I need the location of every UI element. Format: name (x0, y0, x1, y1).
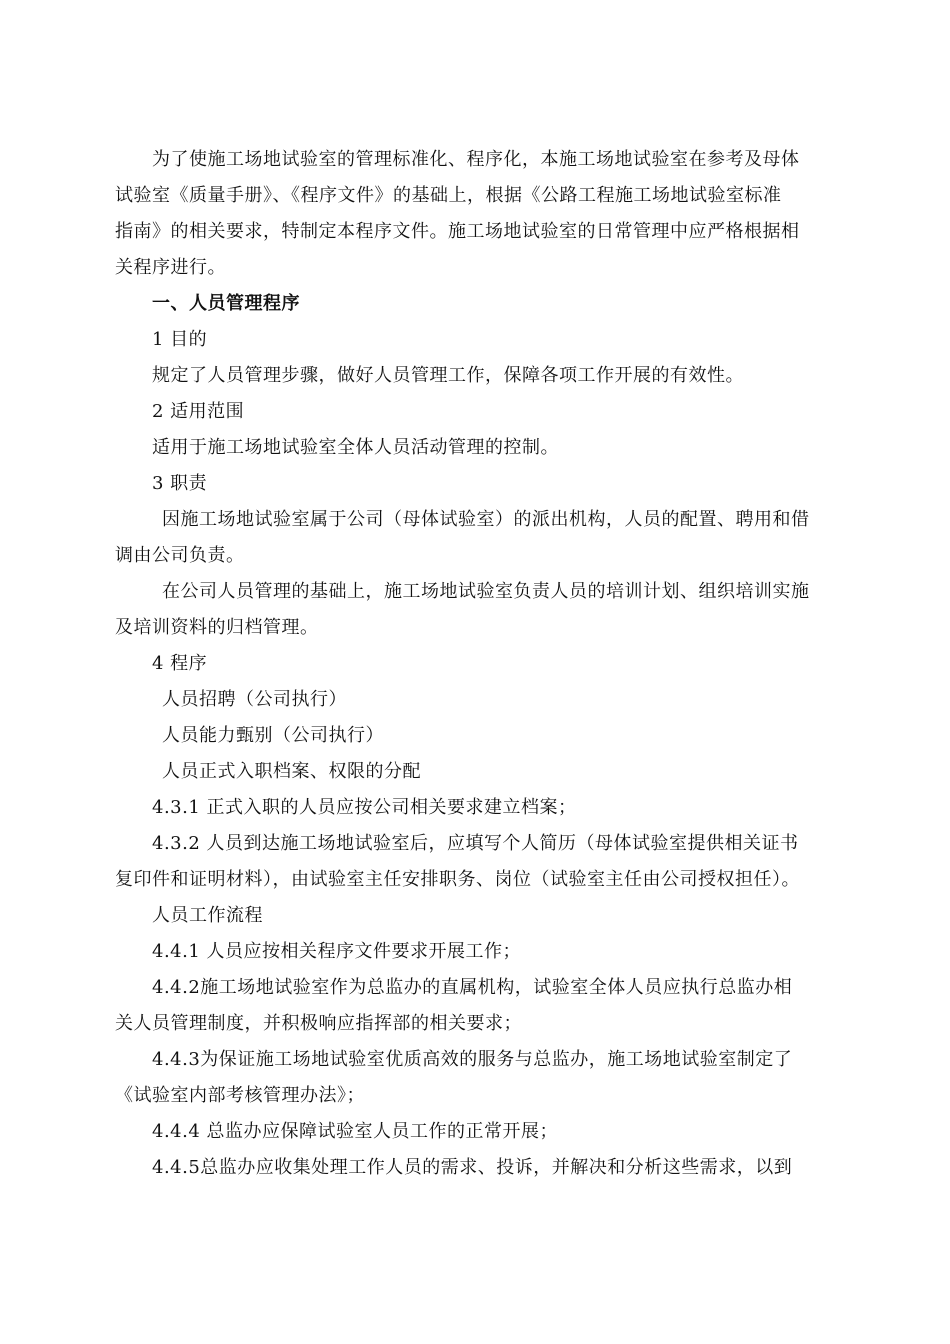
procedure-item-1: 人员招聘（公司执行） (162, 689, 347, 710)
clause-4-3-1: 4.3.1 正式入职的人员应按公司相关要求建立档案； (152, 797, 577, 818)
procedure-title: 4 程序 (152, 653, 208, 674)
purpose-title: 1 目的 (152, 329, 208, 350)
clause-4-4-2-line-2: 关人员管理制度，并积极响应指挥部的相关要求； (115, 1013, 522, 1034)
clause-4-4-3-line-1: 4.4.3为保证施工场地试验室优质高效的服务与总监办，施工场地试验室制定了 (152, 1049, 793, 1070)
duty-paragraph-2-line-1: 在公司人员管理的基础上，施工场地试验室负责人员的培训计划、组织培训实施 (162, 581, 810, 602)
duty-paragraph-1-line-1: 因施工场地试验室属于公司（母体试验室）的派出机构，人员的配置、聘用和借 (162, 509, 810, 530)
procedure-item-3: 人员正式入职档案、权限的分配 (162, 761, 421, 782)
purpose-text: 规定了人员管理步骤，做好人员管理工作，保障各项工作开展的有效性。 (152, 365, 744, 386)
intro-line-4: 关程序进行。 (115, 257, 226, 278)
scope-text: 适用于施工场地试验室全体人员活动管理的控制。 (152, 437, 559, 458)
procedure-item-2: 人员能力甄别（公司执行） (162, 725, 384, 746)
intro-line-1: 为了使施工场地试验室的管理标准化、程序化，本施工场地试验室在参考及母体 (152, 149, 800, 170)
clause-4-4-3-line-2: 《试验室内部考核管理办法》； (115, 1085, 365, 1106)
clause-4-4-2-line-1: 4.4.2施工场地试验室作为总监办的直属机构，试验室全体人员应执行总监办相 (152, 977, 793, 998)
duty-title: 3 职责 (152, 473, 208, 494)
intro-line-2: 试验室《质量手册》、《程序文件》的基础上，根据《公路工程施工场地试验室标准 (115, 185, 782, 206)
duty-paragraph-1-line-2: 调由公司负责。 (115, 545, 245, 566)
section-heading: 一、人员管理程序 (152, 293, 300, 314)
clause-4-3-2-line-2: 复印件和证明材料），由试验室主任安排职务、岗位（试验室主任由公司授权担任）。 (115, 869, 800, 890)
clause-4-3-2-line-1: 4.3.2 人员到达施工场地试验室后，应填写个人简历（母体试验室提供相关证书 (152, 833, 799, 854)
clause-4-4-4: 4.4.4 总监办应保障试验室人员工作的正常开展； (152, 1121, 559, 1142)
duty-paragraph-2-line-2: 及培训资料的归档管理。 (115, 617, 319, 638)
scope-title: 2 适用范围 (152, 401, 245, 422)
clause-4-4-1: 4.4.1 人员应按相关程序文件要求开展工作； (152, 941, 522, 962)
intro-line-3: 指南》的相关要求，特制定本程序文件。施工场地试验室的日常管理中应严格根据相 (115, 221, 800, 242)
clause-4-4-5-line-1: 4.4.5总监办应收集处理工作人员的需求、投诉，并解决和分析这些需求，以到 (152, 1157, 793, 1178)
workflow-title: 人员工作流程 (152, 905, 263, 926)
